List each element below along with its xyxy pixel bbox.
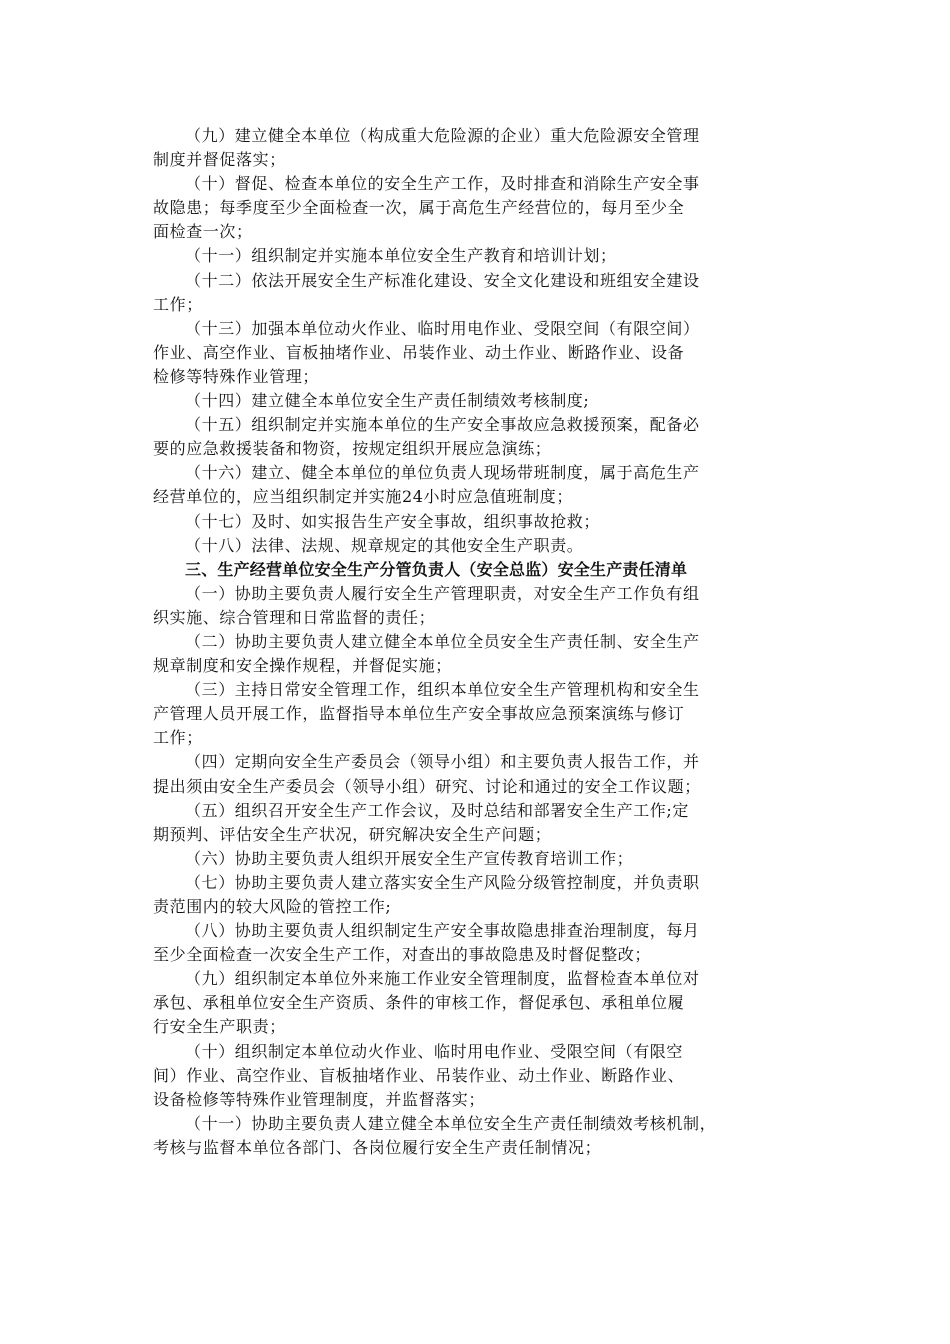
- paragraph-16: （十六）建立、健全本单位的单位负责人现场带班制度，属于高危生产 经营单位的，应当组织制定并实施24小时应急值班制度；: [153, 463, 700, 507]
- section-heading: 三、生产经营单位安全生产分管负责人（安全总监）安全生产责任清单: [185, 559, 688, 579]
- paragraph-11: （十一）组织制定并实施本单位安全生产教育和培训计划；: [185, 246, 617, 266]
- document-page: [153, 124, 800, 1160]
- section-paragraph-4: （四）定期向安全生产委员会（领导小组）和主要负责人报告工作，并 提出须由安全生产委员会（领导小组）研究、讨论和通过的安全工作议题；: [153, 752, 701, 796]
- section-paragraph-2: （二）协助主要负责人建立健全本单位全员安全生产责任制、安全生产 规章制度和安全操作规程，并督促实施；: [153, 631, 700, 676]
- section-paragraph-9: （九）组织制定本单位外来施工作业安全管理制度，监督检查本单位对 承包、承租单位安全生产资质、条件的审核工作，督促承包、承租单位履 行安全生产职责；: [153, 969, 700, 1037]
- paragraph-17: （十七）及时、如实报告生产安全事故，组织事故抢救；: [185, 511, 601, 531]
- paragraph-15: （十五）组织制定并实施本单位的生产安全事故应急救援预案，配备必 要的应急救援装备和物资，按规定组织开展应急演练；: [153, 415, 700, 459]
- paragraph-18: （十八）法律、法规、规章规定的其他安全生产职责。: [185, 535, 584, 555]
- section-paragraph-5: （五）组织召开安全生产工作会议，及时总结和部署安全生产工作;定 期预判、评估安全生产状况，研究解决安全生产问题；: [153, 800, 689, 844]
- section-paragraph-6: （六）协助主要负责人组织开展安全生产宣传教育培训工作；: [185, 848, 634, 868]
- paragraph-9: （九）建立健全本单位（构成重大危险源的企业）重大危险源安全管理 制度并督促落实；: [153, 126, 700, 170]
- paragraph-13: （十三）加强本单位动火作业、临时用电作业、受限空间（有限空间） 作业、高空作业、盲板抽堵作业、吊装作业、动土作业、断路作业、设备 检修等特殊作业管理；: [153, 318, 700, 386]
- paragraph-12: （十二）依法开展安全生产标准化建设、安全文化建设和班组安全建设 工作；: [153, 270, 700, 314]
- section-paragraph-11: （十一）协助主要负责人建立健全本单位安全生产责任制绩效考核机制， 考核与监督本单位各部门、各岗位履行安全生产责任制情况；: [153, 1113, 717, 1157]
- section-paragraph-3: （三）主持日常安全管理工作，组织本单位安全生产管理机构和安全生 产管理人员开展工作，监督指导本单位生产安全事故应急预案演练与修订 工作；: [153, 680, 700, 748]
- section-paragraph-8: （八）协助主要负责人组织制定生产安全事故隐患排查治理制度，每月 至少全面检查一次安全生产工作，对查出的事故隐患及时督促整改；: [153, 921, 700, 965]
- paragraph-10: （十）督促、检查本单位的安全生产工作，及时排查和消除生产安全事 故隐患；每季度至少全面检查一次，属于高危生产经营位的，每月至少全 面检查一次；: [153, 174, 700, 242]
- paragraph-14: （十四）建立健全本单位安全生产责任制绩效考核制度;: [185, 391, 590, 411]
- section-paragraph-10: （十）组织制定本单位动火作业、临时用电作业、受限空间（有限空 间）作业、高空作业、盲板抽堵作业、吊装作业、动土作业、断路作业、 设备检修等特殊作业管理制度，并监督落实；: [153, 1041, 685, 1109]
- section-paragraph-1: （一）协助主要负责人履行安全生产管理职责，对安全生产工作负有组 织实施、综合管理和日常监督的责任；: [153, 583, 700, 627]
- section-paragraph-7: （七）协助主要负责人建立落实安全生产风险分级管控制度，并负责职 责范围内的较大风险的管控工作;: [153, 872, 700, 916]
